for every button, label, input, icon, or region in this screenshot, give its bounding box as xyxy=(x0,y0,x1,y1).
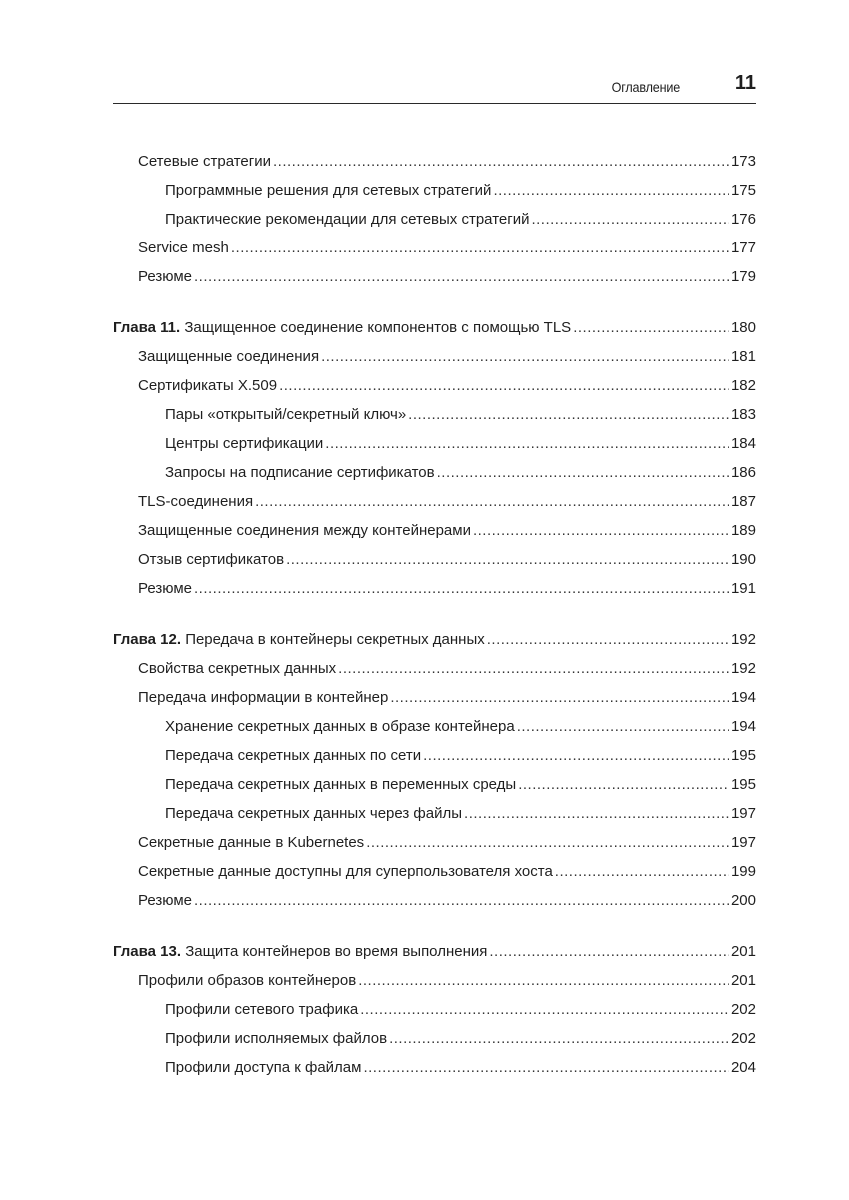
toc-leader-dots xyxy=(408,404,729,426)
toc-page-number: 194 xyxy=(730,689,756,706)
toc-leader-dots xyxy=(390,687,729,709)
toc-page-number: 192 xyxy=(730,660,756,677)
toc-page-number: 201 xyxy=(730,943,756,960)
toc-page-number: 190 xyxy=(730,551,756,568)
toc-entry-title xyxy=(138,970,356,992)
toc-page-number: 197 xyxy=(730,805,756,822)
toc-entry-title xyxy=(165,716,515,738)
toc-entry-title xyxy=(138,687,388,709)
toc-entry-title xyxy=(165,180,491,202)
toc-entry-title xyxy=(138,861,553,883)
toc-leader-dots xyxy=(464,803,729,825)
toc-entry-title xyxy=(138,266,192,288)
toc-leader-dots xyxy=(231,237,729,259)
toc-entry xyxy=(165,999,756,1021)
toc-entry-text: Запросы на подписание сертификатов xyxy=(165,464,435,481)
toc-entry xyxy=(138,346,756,368)
toc-leader-dots xyxy=(389,1028,729,1050)
toc-leader-dots xyxy=(363,1057,729,1079)
toc-entry-text: Защищенные соединения между контейнерами xyxy=(138,522,471,539)
toc-entry-title xyxy=(138,520,471,542)
toc-entry-text: Профили сетевого трафика xyxy=(165,1001,359,1018)
toc-entry xyxy=(138,520,756,542)
toc-entry-text: Хранение секретных данных в образе контейнера xyxy=(165,718,515,735)
toc-entry-title xyxy=(138,578,192,600)
toc-entry-text: Service mesh xyxy=(138,239,229,256)
table-of-contents xyxy=(113,0,756,1200)
toc-entry xyxy=(138,890,756,912)
toc-entry xyxy=(138,237,756,259)
toc-leader-dots xyxy=(487,629,729,651)
toc-leader-dots xyxy=(493,180,729,202)
toc-page-number: 184 xyxy=(730,435,756,452)
toc-page-number: 192 xyxy=(730,631,756,648)
toc-page-number: 202 xyxy=(730,1001,756,1018)
toc-entry-title xyxy=(165,433,323,455)
toc-entry-text: Практические рекомендации для сетевых стратегий xyxy=(165,211,530,228)
toc-chapter-number: Глава 12. xyxy=(113,631,182,648)
toc-entry-text: Передача секретных данных по сети xyxy=(165,747,422,764)
toc-entry-text: Секретные данные доступны для суперпользователя хоста xyxy=(138,863,553,880)
toc-entry-title xyxy=(165,1028,387,1050)
toc-entry-text: Профили образов контейнеров xyxy=(138,972,357,989)
toc-entry xyxy=(138,861,756,883)
toc-chapter-entry xyxy=(113,317,756,339)
toc-entry xyxy=(138,832,756,854)
toc-chapter-number: Глава 11. xyxy=(113,319,181,336)
toc-leader-dots xyxy=(279,375,729,397)
toc-page-number: 201 xyxy=(730,972,756,989)
toc-chapter-entry xyxy=(113,629,756,651)
toc-page-number: 186 xyxy=(730,464,756,481)
toc-entry-title xyxy=(138,832,364,854)
toc-entry xyxy=(165,180,756,202)
toc-entry-text: Отзыв сертификатов xyxy=(138,551,285,568)
toc-entry-title xyxy=(165,774,516,796)
toc-page-number: 199 xyxy=(730,863,756,880)
toc-chapter-entry xyxy=(113,941,756,963)
toc-entry-title xyxy=(138,658,336,680)
toc-entry xyxy=(138,578,756,600)
toc-page-number: 197 xyxy=(730,834,756,851)
toc-entry-title xyxy=(138,346,319,368)
toc-leader-dots xyxy=(194,890,729,912)
toc-entry-text: Защищенные соединения xyxy=(138,348,320,365)
toc-entry-title xyxy=(165,745,421,767)
toc-entry-text: Сетевые стратегии xyxy=(138,153,271,170)
toc-page-number: 173 xyxy=(730,153,756,170)
toc-entry-title xyxy=(165,404,406,426)
toc-leader-dots xyxy=(325,433,729,455)
toc-entry-text: Сертификаты X.509 xyxy=(138,377,278,394)
toc-page-number: 176 xyxy=(730,211,756,228)
toc-leader-dots xyxy=(517,716,729,738)
toc-entry-text: Пары «открытый/секретный ключ» xyxy=(165,406,407,423)
toc-page-number: 195 xyxy=(730,747,756,764)
toc-entry-title xyxy=(165,209,529,231)
toc-page-number: 191 xyxy=(730,580,756,597)
toc-entry xyxy=(165,1028,756,1050)
toc-entry-title xyxy=(138,375,277,397)
toc-entry-title xyxy=(165,1057,361,1079)
toc-entry-text: TLS-соединения xyxy=(138,493,254,510)
toc-entry-text: Защищенное соединение компонентов с помощью TLS xyxy=(184,319,572,336)
toc-page-number: 189 xyxy=(730,522,756,539)
toc-entry-text: Профили исполняемых файлов xyxy=(165,1030,388,1047)
toc-leader-dots xyxy=(194,266,729,288)
toc-entry xyxy=(138,687,756,709)
toc-page-number: 187 xyxy=(730,493,756,510)
toc-leader-dots xyxy=(573,317,729,339)
toc-entry xyxy=(138,549,756,571)
toc-entry xyxy=(165,1057,756,1079)
toc-entry-text: Передача секретных данных в переменных среды xyxy=(165,776,517,793)
toc-leader-dots xyxy=(321,346,729,368)
toc-page-number: 195 xyxy=(730,776,756,793)
toc-leader-dots xyxy=(255,491,729,513)
toc-page-number: 202 xyxy=(730,1030,756,1047)
toc-entry-title xyxy=(138,491,253,513)
toc-entry-title xyxy=(165,803,462,825)
toc-entry-text: Резюме xyxy=(138,268,192,285)
toc-leader-dots xyxy=(338,658,729,680)
toc-entry xyxy=(138,970,756,992)
toc-entry-text: Центры сертификации xyxy=(165,435,324,452)
header-section-label: Оглавление xyxy=(611,79,680,95)
toc-entry xyxy=(165,433,756,455)
toc-entry-text: Программные решения для сетевых стратегий xyxy=(165,182,492,199)
toc-leader-dots xyxy=(555,861,729,883)
toc-page-number: 200 xyxy=(730,892,756,909)
toc-page-number: 182 xyxy=(730,377,756,394)
toc-page-number: 177 xyxy=(730,239,756,256)
toc-leader-dots xyxy=(273,151,729,173)
toc-leader-dots xyxy=(194,578,729,600)
toc-entry-text: Резюме xyxy=(138,892,192,909)
toc-leader-dots xyxy=(360,999,729,1021)
toc-entry xyxy=(138,375,756,397)
toc-entry-title xyxy=(113,317,571,339)
toc-entry xyxy=(138,151,756,173)
toc-entry xyxy=(138,491,756,513)
toc-entry xyxy=(138,658,756,680)
toc-entry xyxy=(165,462,756,484)
toc-entry-title xyxy=(113,941,487,963)
toc-page-number: 180 xyxy=(730,319,756,336)
toc-page-number: 194 xyxy=(730,718,756,735)
toc-leader-dots xyxy=(531,209,729,231)
toc-leader-dots xyxy=(489,941,729,963)
toc-entry-text: Резюме xyxy=(138,580,192,597)
toc-entry-text: Передача информации в контейнер xyxy=(138,689,389,706)
toc-entry xyxy=(165,404,756,426)
toc-entry-text: Передача секретных данных через файлы xyxy=(165,805,463,822)
toc-leader-dots xyxy=(366,832,729,854)
toc-leader-dots xyxy=(286,549,729,571)
toc-leader-dots xyxy=(473,520,729,542)
toc-chapter-number: Глава 13. xyxy=(113,943,182,960)
toc-entry-title xyxy=(165,462,435,484)
toc-entry-text: Передача в контейнеры секретных данных xyxy=(185,631,485,648)
toc-entry-title xyxy=(138,151,271,173)
toc-entry-text: Профили доступа к файлам xyxy=(165,1059,362,1076)
toc-page-number: 179 xyxy=(730,268,756,285)
toc-page-number: 204 xyxy=(730,1059,756,1076)
toc-entry-title xyxy=(138,237,229,259)
toc-entry xyxy=(165,803,756,825)
toc-page-number: 183 xyxy=(730,406,756,423)
header-page-number: 11 xyxy=(734,72,756,94)
toc-entry xyxy=(165,745,756,767)
toc-leader-dots xyxy=(423,745,729,767)
toc-entry xyxy=(165,716,756,738)
toc-entry-title xyxy=(165,999,358,1021)
toc-entry xyxy=(165,209,756,231)
toc-entry-text: Секретные данные в Kubernetes xyxy=(138,834,365,851)
toc-leader-dots xyxy=(358,970,729,992)
toc-entry-text: Защита контейнеров во время выполнения xyxy=(185,943,488,960)
toc-page-number: 175 xyxy=(730,182,756,199)
toc-leader-dots xyxy=(518,774,729,796)
toc-entry xyxy=(138,266,756,288)
toc-leader-dots xyxy=(437,462,729,484)
toc-entry-title xyxy=(138,549,284,571)
toc-entry-text: Свойства секретных данных xyxy=(138,660,337,677)
toc-page-number: 181 xyxy=(730,348,756,365)
toc-entry-title xyxy=(113,629,485,651)
toc-entry-title xyxy=(138,890,192,912)
toc-entry xyxy=(165,774,756,796)
